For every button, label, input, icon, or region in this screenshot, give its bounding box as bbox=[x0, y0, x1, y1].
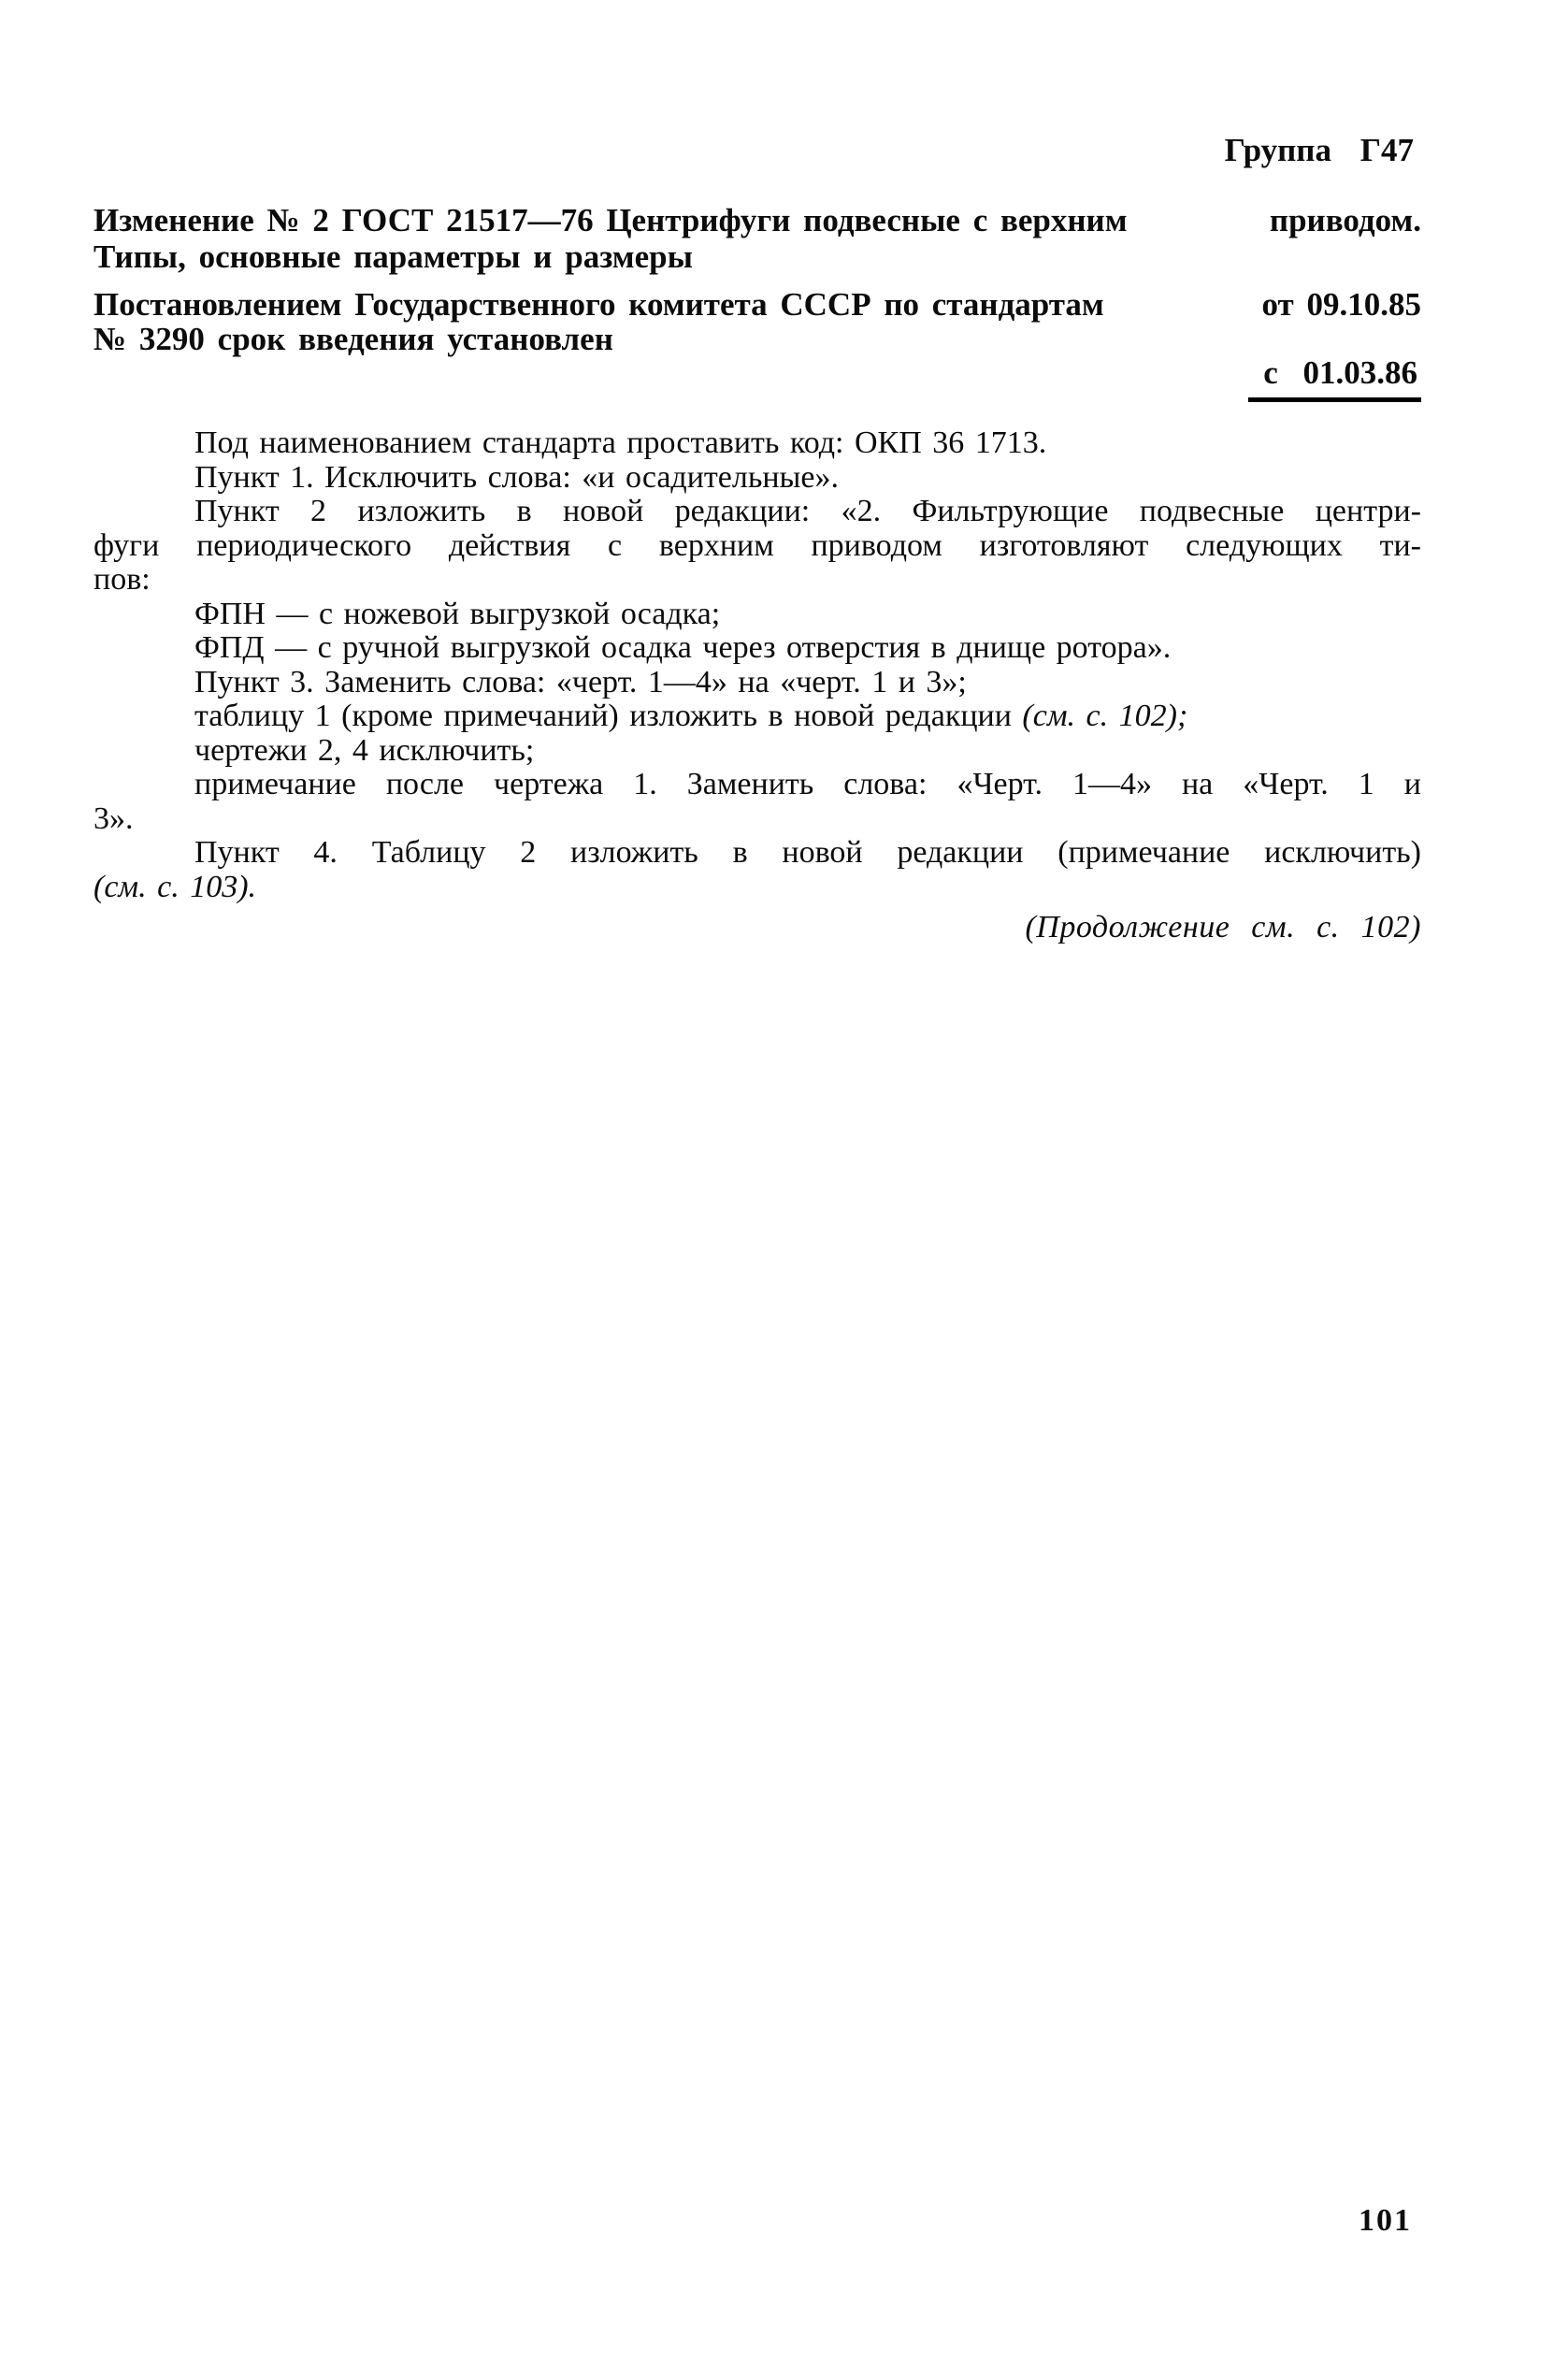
title-line-1-main: Изменение № 2 ГОСТ 21517—76 Центрифуги подвесные с верхним bbox=[94, 202, 1128, 238]
body-line-punkt4-ref: (см. с. 103). bbox=[94, 869, 257, 904]
standard-title bbox=[94, 202, 1421, 275]
page-number: 101 bbox=[1359, 2203, 1412, 2238]
body-line-punkt4: Пункт 4. Таблицу 2 изложить в новой редакции (примечание исключить) bbox=[194, 835, 1421, 870]
body-line-drawings: чертежи 2, 4 исключить; bbox=[194, 732, 535, 768]
decree-line-1-end: от 09.10.85 bbox=[1261, 286, 1421, 323]
effective-date: с 01.03.86 bbox=[1248, 354, 1421, 402]
decree-statement bbox=[94, 287, 1421, 356]
body-line-table1 bbox=[94, 699, 1421, 734]
title-line-2: Типы, основные параметры и размеры bbox=[94, 238, 693, 275]
body-line-punkt2-3: пов: bbox=[94, 562, 151, 597]
title-line-1 bbox=[94, 202, 1421, 238]
continuation-note: (Продолжение см. с. 102) bbox=[1025, 910, 1421, 944]
decree-line-2: № 3290 срок введения установлен bbox=[94, 321, 613, 357]
body-line-punkt2-1: Пункт 2 изложить в новой редакции: «2. Фильтрующие подвесные центри- bbox=[194, 494, 1421, 528]
body-line-note-2: 3». bbox=[94, 800, 134, 836]
body-line-fpn: ФПН — с ножевой выгрузкой осадка; bbox=[194, 596, 721, 631]
effective-date-row bbox=[94, 354, 1421, 402]
body-line-okp: Под наименованием стандарта проставить код: ОКП 36 1713. bbox=[194, 425, 1047, 460]
decree-line-1 bbox=[94, 287, 1421, 322]
body-line-table1-ref: (см. с. 102); bbox=[1022, 699, 1188, 733]
amendment-body bbox=[94, 426, 1421, 904]
body-line-table1-text: таблицу 1 (кроме примечаний) изложить в новой редакции bbox=[194, 699, 1012, 733]
body-line-punkt1: Пункт 1. Исключить слова: «и осадительные». bbox=[194, 459, 839, 495]
body-line-punkt3: Пункт 3. Заменить слова: «черт. 1—4» на «черт. 1 и 3»; bbox=[194, 664, 967, 699]
decree-line-1-main: Постановлением Государственного комитета СССР по стандартам bbox=[94, 286, 1104, 323]
body-line-fpd: ФПД — с ручной выгрузкой осадка через отверстия в днище ротора». bbox=[194, 630, 1172, 665]
body-line-note-1: примечание после чертежа 1. Заменить слова: «Черт. 1—4» на «Черт. 1 и bbox=[194, 767, 1421, 801]
title-line-1-end: приводом. bbox=[1269, 202, 1421, 238]
group-label: Группа Г47 bbox=[1224, 132, 1414, 168]
body-line-punkt2-2: фуги периодического действия с верхним приводом изготовляют следующих ти- bbox=[94, 527, 1421, 563]
